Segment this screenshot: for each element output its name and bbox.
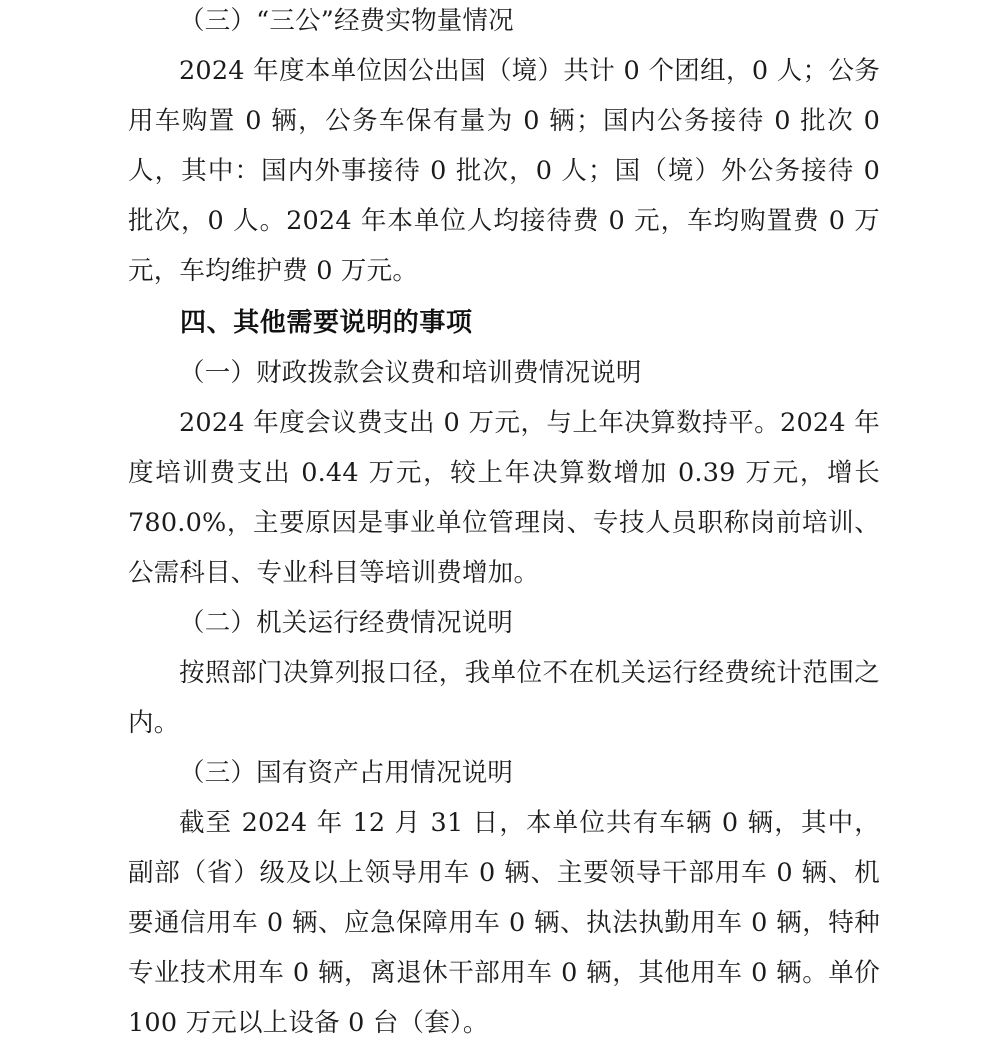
section-subheading-meeting-training-fees: （一）财政拨款会议费和培训费情况说明: [179, 358, 642, 388]
section-heading-other-matters: 四、其他需要说明的事项: [180, 308, 473, 338]
paragraph-meeting-training-fees: 2024 年度会议费支出 0 万元，与上年决算数持平。2024 年度培训费支出 0.44 万元，较上年决算数增加 0.39 万元，增长 780.0%，主要原因是事业单位管理岗、专技人员职称岗前培训、公需科目、专业科目等培训费增加。: [128, 408, 880, 588]
paragraph-agency-operating-expenses: 按照部门决算列报口径，我单位不在机关运行经费统计范围之内。: [128, 658, 880, 738]
section-subheading-three-public-quantities: （三）“三公”经费实物量情况: [179, 6, 514, 36]
paragraph-state-owned-assets: 截至 2024 年 12 月 31 日，本单位共有车辆 0 辆，其中，副部（省）级及以上领导用车 0 辆、主要领导干部用车 0 辆、机要通信用车 0 辆、应急保障用车 0 辆、执法执勤用车 0 辆，特种专业技术用车 0 辆，离退休干部用车 0 辆，其他用车 0 辆。单价 100 万元以上设备 0 台（套）。: [128, 808, 880, 1038]
section-subheading-agency-operating-expenses: （二）机关运行经费情况说明: [179, 608, 514, 638]
paragraph-three-public-quantities: 2024 年度本单位因公出国（境）共计 0 个团组，0 人；公务用车购置 0 辆，公务车保有量为 0 辆；国内公务接待 0 批次 0 人，其中：国内外事接待 0 批次，0 人；国（境）外公务接待 0 批次，0 人。2024 年本单位人均接待费 0 元，车均购置费 0 万元，车均维护费 0 万元。: [128, 56, 880, 286]
section-subheading-state-owned-assets: （三）国有资产占用情况说明: [179, 758, 514, 788]
